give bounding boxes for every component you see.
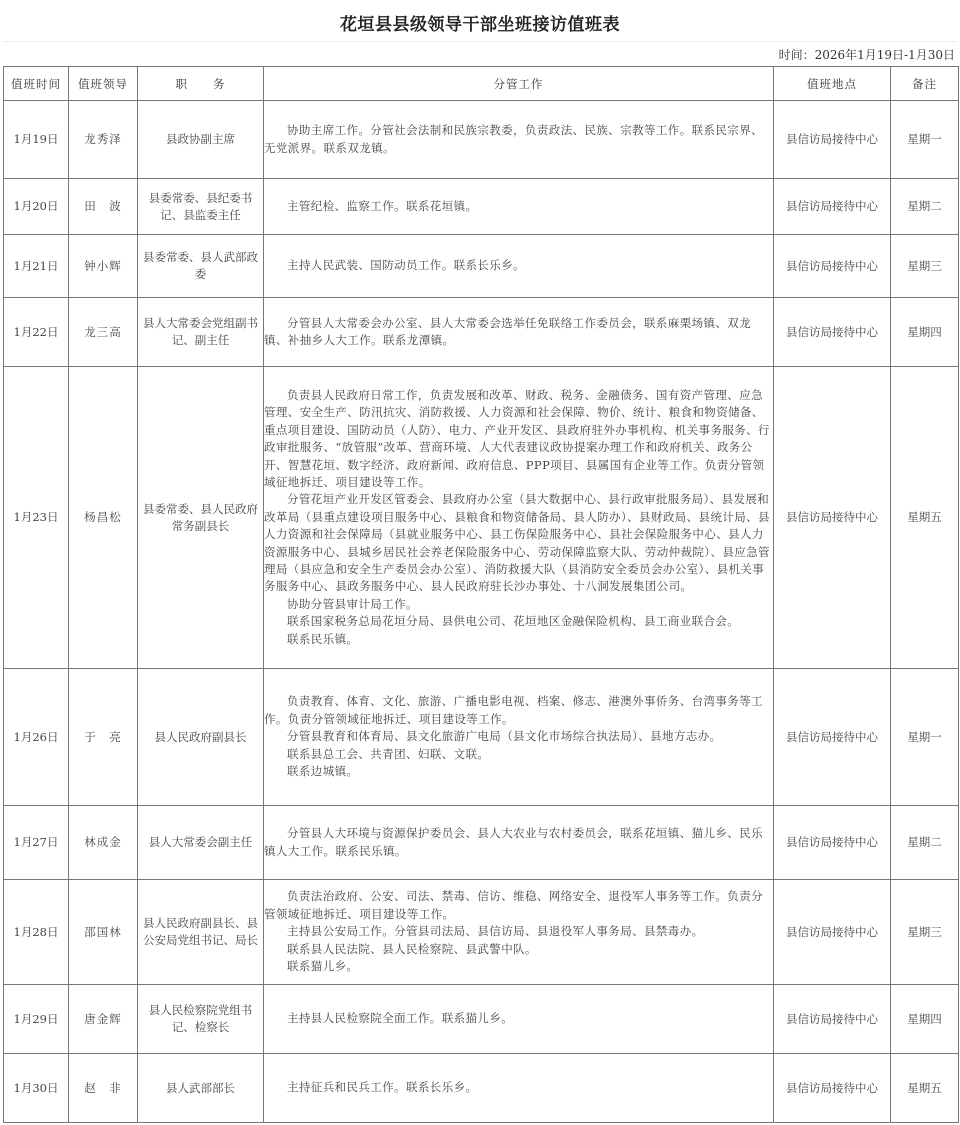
leader-cell: 林成金 <box>69 806 138 880</box>
position-cell: 县人大常委会副主任 <box>138 806 264 880</box>
location-cell: 县信访局接待中心 <box>774 880 891 985</box>
leader-cell: 邵国林 <box>69 880 138 985</box>
header-date: 值班时间 <box>4 67 69 101</box>
date-cell: 1月30日 <box>4 1054 69 1123</box>
remark-cell: 星期五 <box>891 367 959 669</box>
table-row <box>4 298 959 367</box>
remark-cell: 星期四 <box>891 985 959 1054</box>
location-cell: 县信访局接待中心 <box>774 179 891 235</box>
date-cell: 1月23日 <box>4 367 69 669</box>
leader-cell: 田 波 <box>69 179 138 235</box>
location-cell: 县信访局接待中心 <box>774 101 891 179</box>
leader-cell: 唐金辉 <box>69 985 138 1054</box>
position-cell: 县政协副主席 <box>138 101 264 179</box>
title-row <box>3 3 957 42</box>
document-title: 花垣县县级领导干部坐班接访值班表 <box>340 14 620 35</box>
duty-paragraph: 联系边城镇。 <box>287 764 359 779</box>
duty-paragraph: 分管县教育和体育局、县文化旅游广电局（县文化市场综合执法局）、县地方志办。 <box>287 729 722 744</box>
duty-paragraph: 主管纪检、监察工作。联系花垣镇。 <box>287 198 478 213</box>
location-cell: 县信访局接待中心 <box>774 985 891 1054</box>
location-cell: 县信访局接待中心 <box>774 1054 891 1123</box>
duty-paragraph: 分管花垣产业开发区管委会、县政府办公室（县大数据中心、县行政审批服务局）、县发展和改革局（县重点建设项目服务中心、县粮食和物资储备局、县人防办）、县财政局、县统计局、县人力资源和社会保障局（县就业服务中心、县工伤保险服务中心、县社会保险服务中心、县人力资源服务中心、县城乡居民社会养老保险服务中心、劳动保障监察大队、劳动仲裁院）、县应急管理局（县应急和安全生产委员会办公室）、消防救援大队（县消防安全委员会办公室）、县机关事务服务中心、县政务服务中心、县人民政府驻长沙办事处、十八洞发展集团公司。 <box>264 492 770 594</box>
table-row <box>4 235 959 298</box>
duties-cell <box>264 101 774 179</box>
duty-paragraph: 负责法治政府、公安、司法、禁毒、信访、维稳、网络安全、退役军人事务等工作。负责分管领域征地拆迁、项目建设等工作。 <box>264 889 763 921</box>
position-cell: 县人民政府副县长 <box>138 669 264 806</box>
position-cell: 县委常委、县人武部政委 <box>138 235 264 298</box>
header-remark: 备注 <box>891 67 959 101</box>
duty-paragraph: 主持征兵和民兵工作。联系长乐乡。 <box>287 1080 478 1095</box>
header-leader: 值班领导 <box>69 67 138 101</box>
location-cell: 县信访局接待中心 <box>774 367 891 669</box>
date-cell: 1月29日 <box>4 985 69 1054</box>
position-cell: 县委常委、县纪委书记、县监委主任 <box>138 179 264 235</box>
header-location: 值班地点 <box>774 67 891 101</box>
date-cell: 1月19日 <box>4 101 69 179</box>
location-cell: 县信访局接待中心 <box>774 806 891 880</box>
duties-cell <box>264 235 774 298</box>
duties-cell <box>264 179 774 235</box>
position-cell: 县人民政府副县长、县公安局党组书记、局长 <box>138 880 264 985</box>
duty-paragraph: 分管县人大环境与资源保护委员会、县人大农业与农村委员会，联系花垣镇、猫儿乡、民乐镇人大工作。联系民乐镇。 <box>264 826 763 858</box>
duty-paragraph: 协助主席工作。分管社会法制和民族宗教委，负责政法、民族、宗教等工作。联系民宗界、无党派界。联系双龙镇。 <box>264 123 763 155</box>
location-cell: 县信访局接待中心 <box>774 298 891 367</box>
header-row <box>4 67 959 101</box>
duty-paragraph: 联系县总工会、共青团、妇联、文联。 <box>287 746 490 761</box>
duty-paragraph: 负责教育、体育、文化、旅游、广播电影电视、档案、修志、港澳外事侨务、台湾事务等工作。负责分管领域征地拆迁、项目建设等工作。 <box>264 694 763 726</box>
duty-paragraph: 联系民乐镇。 <box>287 631 359 646</box>
table-row <box>4 367 959 669</box>
header-position: 职 务 <box>138 67 264 101</box>
remark-cell: 星期一 <box>891 101 959 179</box>
period-row <box>3 42 957 66</box>
position-cell: 县人大常委会党组副书记、副主任 <box>138 298 264 367</box>
duty-paragraph: 负责县人民政府日常工作，负责发展和改革、财政、税务、金融债务、国有资产管理、应急管理、安全生产、防汛抗灾、消防救援、人力资源和社会保障、物价、统计、粮食和物资储备、重点项目建设、国防动员（人防）、电力、产业开发区、县政府驻外办事机构、机关事务服务、行政审批服务、“放管服”改革、营商环境、人大代表建议政协提案办理工作和政府机关、政务公开、智慧花垣、数字经济、政府新闻、政府信息、PPP项目、县属国有企业等工作。负责分管领域征地拆迁、项目建设等工作。 <box>264 387 770 489</box>
duties-cell <box>264 1054 774 1123</box>
duty-paragraph: 联系猫儿乡。 <box>287 959 359 974</box>
remark-cell: 星期四 <box>891 298 959 367</box>
duties-cell <box>264 806 774 880</box>
leader-cell: 于 亮 <box>69 669 138 806</box>
date-cell: 1月27日 <box>4 806 69 880</box>
date-cell: 1月21日 <box>4 235 69 298</box>
remark-cell: 星期一 <box>891 669 959 806</box>
remark-cell: 星期三 <box>891 235 959 298</box>
table-row <box>4 101 959 179</box>
leader-cell: 钟小辉 <box>69 235 138 298</box>
duty-schedule-table <box>3 66 959 1123</box>
table-row <box>4 669 959 806</box>
table-row <box>4 806 959 880</box>
date-cell: 1月22日 <box>4 298 69 367</box>
date-cell: 1月20日 <box>4 179 69 235</box>
duties-cell <box>264 367 774 669</box>
leader-cell: 龙三高 <box>69 298 138 367</box>
duties-cell <box>264 669 774 806</box>
period-text: 时间：2026年1月19日-1月30日 <box>778 47 955 62</box>
duty-paragraph: 联系国家税务总局花垣分局、县供电公司、花垣地区金融保险机构、县工商业联合会。 <box>287 614 740 629</box>
remark-cell: 星期五 <box>891 1054 959 1123</box>
duties-cell <box>264 298 774 367</box>
leader-cell: 赵 非 <box>69 1054 138 1123</box>
table-row <box>4 179 959 235</box>
duty-paragraph: 主持县公安局工作。分管县司法局、县信访局、县退役军人事务局、县禁毒办。 <box>287 924 704 939</box>
remark-cell: 星期三 <box>891 880 959 985</box>
table-row <box>4 985 959 1054</box>
location-cell: 县信访局接待中心 <box>774 669 891 806</box>
duty-paragraph: 主持人民武装、国防动员工作。联系长乐乡。 <box>287 258 525 273</box>
table-row <box>4 1054 959 1123</box>
leader-cell: 杨昌松 <box>69 367 138 669</box>
position-cell: 县人武部部长 <box>138 1054 264 1123</box>
header-duties: 分管工作 <box>264 67 774 101</box>
position-cell: 县人民检察院党组书记、检察长 <box>138 985 264 1054</box>
remark-cell: 星期二 <box>891 179 959 235</box>
location-cell: 县信访局接待中心 <box>774 235 891 298</box>
date-cell: 1月26日 <box>4 669 69 806</box>
duties-cell <box>264 880 774 985</box>
position-cell: 县委常委、县人民政府常务副县长 <box>138 367 264 669</box>
duties-cell <box>264 985 774 1054</box>
table-row <box>4 880 959 985</box>
remark-cell: 星期二 <box>891 806 959 880</box>
duty-paragraph: 主持县人民检察院全面工作。联系猫儿乡。 <box>287 1011 514 1026</box>
leader-cell: 龙秀泽 <box>69 101 138 179</box>
duty-paragraph: 分管县人大常委会办公室、县人大常委会选举任免联络工作委员会，联系麻栗场镇、双龙镇、补抽乡人大工作。联系龙潭镇。 <box>264 315 752 347</box>
duty-paragraph: 协助分管县审计局工作。 <box>287 596 418 611</box>
date-cell: 1月28日 <box>4 880 69 985</box>
duty-paragraph: 联系县人民法院、县人民检察院、县武警中队。 <box>287 941 537 956</box>
